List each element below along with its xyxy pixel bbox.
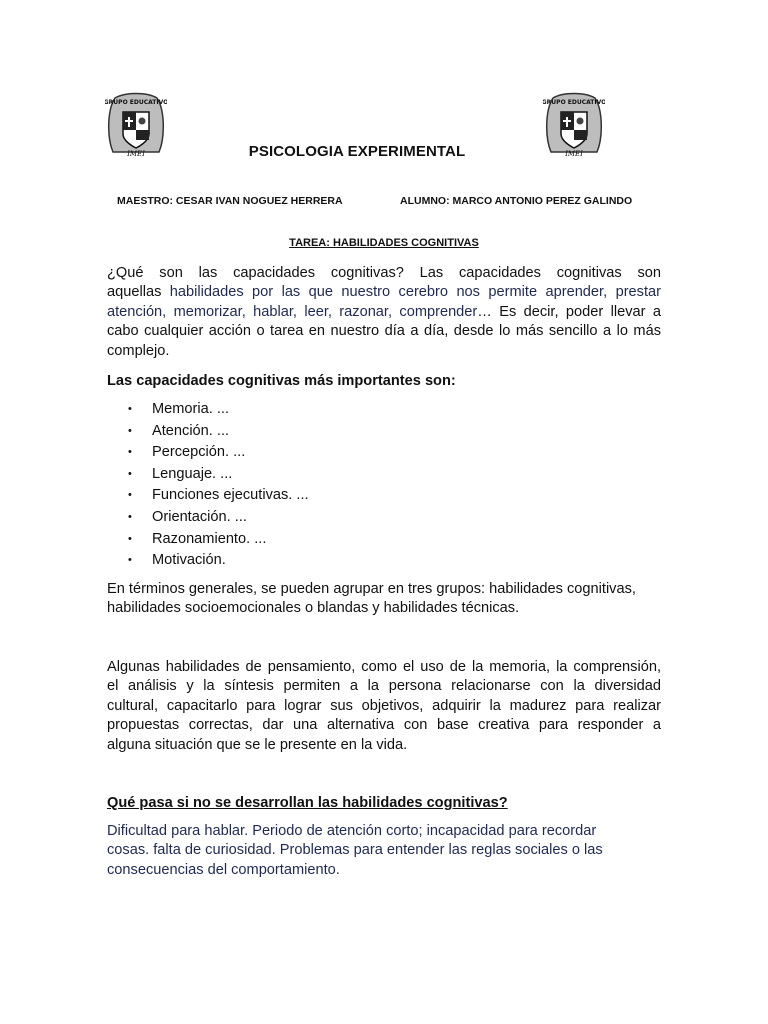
thinking-line-4: propuestas correctas, dar una alternativa con base creativa para responder a (107, 717, 661, 734)
list-item (128, 551, 309, 573)
capacities-list (128, 400, 309, 573)
bullet-icon: • (128, 532, 132, 545)
thinking-line-1: Algunas habilidades de pensamiento, como el uso de la memoria, la comprensión, (107, 659, 661, 675)
bullet-icon: • (128, 403, 132, 415)
bullet-icon: • (128, 554, 132, 567)
intro-line-3a: atención, memorizar, hablar, leer, razonar, comprender (107, 303, 478, 320)
logo-text-right: GRUPO EDUCATIVO (543, 99, 605, 106)
answer-line-3: consecuencias del comportamiento. (107, 861, 340, 878)
list-item (128, 422, 309, 444)
bullet-icon: • (128, 424, 132, 437)
logo-text-left: GRUPO EDUCATIVO (105, 99, 167, 106)
list-item-text: Orientación. ... (152, 508, 247, 525)
thinking-paragraph (107, 658, 661, 755)
list-item (128, 508, 309, 530)
teacher-name: MAESTRO: CESAR IVAN NOGUEZ HERRERA (117, 195, 343, 207)
logo-caption-right: IMEI (565, 150, 583, 158)
intro-line-3 (107, 303, 661, 322)
list-item-text: Memoria. ... (152, 401, 230, 417)
list-item-text: Razonamiento. ... (152, 530, 267, 547)
task-heading: TAREA: HABILIDADES COGNITIVAS (289, 237, 479, 249)
answer-line-2: cosas. falta de curiosidad. Problemas para entender las reglas sociales o las (107, 842, 603, 859)
intro-paragraph (107, 264, 661, 361)
question-heading: Qué pasa si no se desarrollan las habilidades cognitivas? (107, 795, 508, 811)
list-item (128, 465, 309, 487)
student-name: ALUMNO: MARCO ANTONIO PEREZ GALINDO (400, 195, 633, 207)
list-item (128, 530, 309, 552)
list-heading: Las capacidades cognitivas más importantes son: (107, 373, 456, 389)
intro-line-1: ¿Qué son las capacidades cognitivas? Las capacidades cognitivas son (107, 265, 661, 281)
answer-line-1: Dificultad para hablar. Periodo de atención corto; incapacidad para recordar (107, 823, 597, 839)
bullet-icon: • (128, 446, 132, 459)
bullet-icon: • (128, 510, 132, 523)
list-item (128, 486, 309, 508)
intro-line-2b: habilidades por las que nuestro cerebro nos permite aprender, prestar (169, 284, 661, 301)
groups-line-1: En términos generales, se pueden agrupar en tres grupos: habilidades cognitivas, (107, 581, 636, 597)
list-item-text: Lenguaje. ... (152, 465, 233, 482)
answer-paragraph (107, 822, 661, 880)
bullet-icon: • (128, 467, 132, 480)
intro-line-2a: aquellas (107, 284, 170, 301)
intro-line-4: cabo cualquier acción o tarea en nuestro día a día, desde lo más sencillo a lo más (107, 323, 661, 340)
thinking-line-5: alguna situación que se le presente en la vida. (107, 736, 408, 753)
list-item (128, 400, 309, 422)
bullet-icon: • (128, 489, 132, 502)
list-item-text: Motivación. (152, 552, 226, 569)
list-item-text: Percepción. ... (152, 444, 246, 461)
document-title: PSICOLOGIA EXPERIMENTAL (248, 143, 466, 160)
intro-line-2 (107, 283, 661, 302)
logo-caption-left: IMEI (127, 150, 145, 158)
list-item (128, 443, 309, 465)
thinking-line-2: el análisis y la síntesis permiten a la persona relacionarse con la diversidad (107, 678, 661, 695)
intro-line-5: complejo. (107, 342, 170, 359)
thinking-line-3: cultural, capacitarlo para lograr sus objetivos, adquirir la madurez para realizar (107, 697, 661, 714)
groups-paragraph (107, 580, 661, 619)
list-item-text: Funciones ejecutivas. ... (152, 487, 309, 504)
list-item-text: Atención. ... (152, 422, 230, 439)
groups-line-2: habilidades socioemocionales o blandas y habilidades técnicas. (107, 600, 520, 617)
intro-line-3b: … Es decir, poder llevar a (477, 303, 661, 320)
